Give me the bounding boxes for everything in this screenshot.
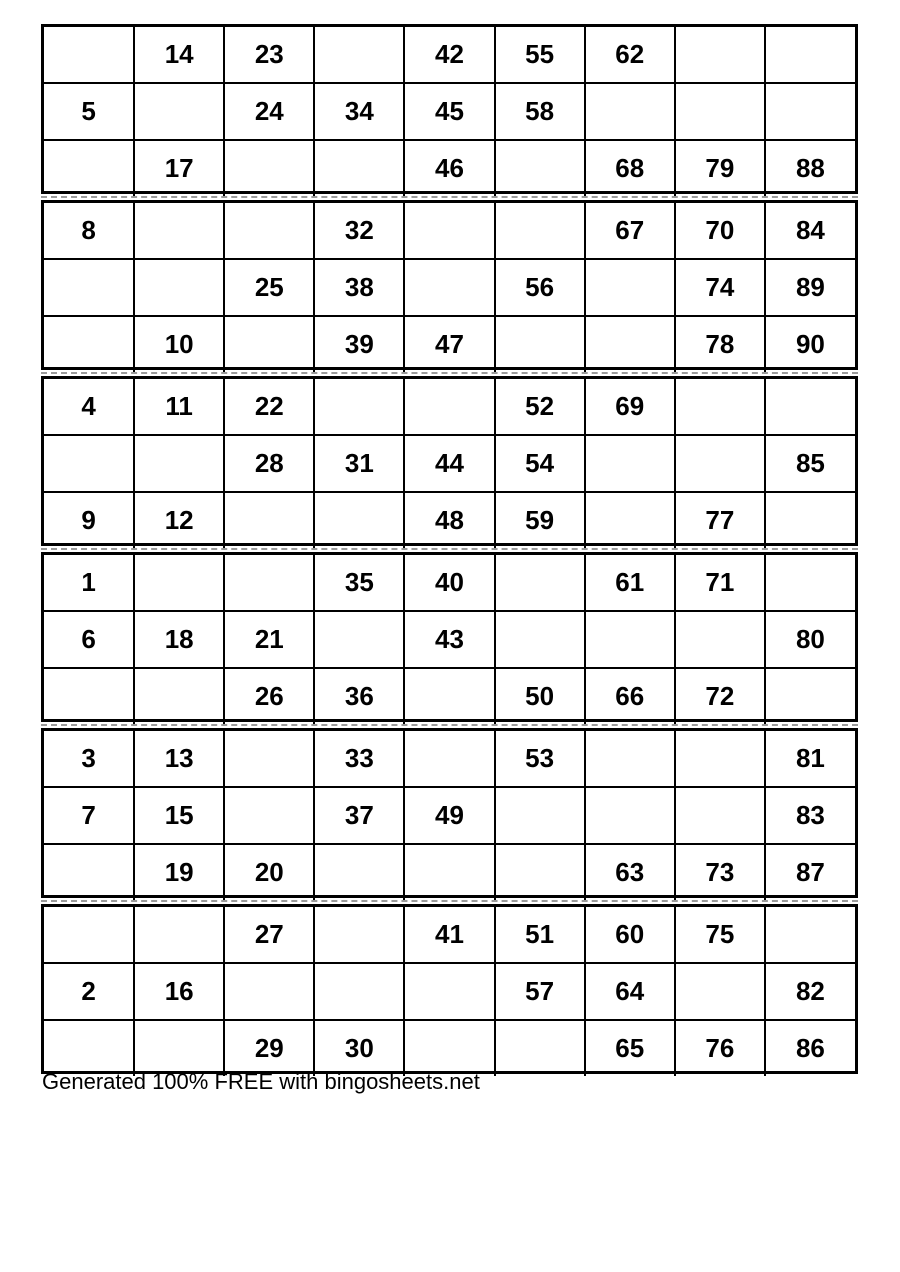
ticket-cell: 55 <box>495 27 585 83</box>
ticket-cell: 64 <box>585 963 675 1020</box>
ticket-cell: 43 <box>404 611 494 668</box>
ticket-row <box>44 435 855 492</box>
ticket-cell: 78 <box>675 316 765 372</box>
ticket-cell <box>495 316 585 372</box>
ticket-cell <box>224 203 314 259</box>
ticket-cell: 6 <box>44 611 134 668</box>
ticket-cell: 57 <box>495 963 585 1020</box>
ticket-grid <box>44 27 855 196</box>
ticket-cell: 37 <box>314 787 404 844</box>
ticket-cell: 82 <box>765 963 855 1020</box>
ticket-cell <box>585 316 675 372</box>
ticket-cell: 50 <box>495 668 585 724</box>
footer-credit: Generated 100% FREE with bingosheets.net <box>42 1069 480 1094</box>
ticket-cell: 20 <box>224 844 314 900</box>
ticket-cell: 61 <box>585 555 675 611</box>
ticket-cell: 24 <box>224 83 314 140</box>
ticket-cell: 5 <box>44 83 134 140</box>
ticket-cell: 63 <box>585 844 675 900</box>
ticket-row <box>44 611 855 668</box>
ticket-row <box>44 492 855 548</box>
ticket-cell <box>404 668 494 724</box>
ticket-cell: 75 <box>675 907 765 963</box>
ticket-cell: 83 <box>765 787 855 844</box>
ticket-cell <box>404 963 494 1020</box>
ticket-cell <box>224 555 314 611</box>
ticket-cell: 69 <box>585 379 675 435</box>
ticket-cell: 41 <box>404 907 494 963</box>
ticket-cell: 26 <box>224 668 314 724</box>
ticket-cell: 60 <box>585 907 675 963</box>
bingo-ticket <box>41 376 858 546</box>
ticket-cell: 12 <box>134 492 224 548</box>
ticket-cell: 29 <box>224 1020 314 1076</box>
ticket-cell: 2 <box>44 963 134 1020</box>
ticket-cell: 58 <box>495 83 585 140</box>
ticket-cell <box>404 1020 494 1076</box>
ticket-cell: 13 <box>134 731 224 787</box>
ticket-cell: 23 <box>224 27 314 83</box>
ticket-cell: 25 <box>224 259 314 316</box>
ticket-cell: 11 <box>134 379 224 435</box>
ticket-row <box>44 907 855 963</box>
ticket-cell: 28 <box>224 435 314 492</box>
ticket-cell <box>585 611 675 668</box>
ticket-cell: 38 <box>314 259 404 316</box>
ticket-cell: 39 <box>314 316 404 372</box>
bingo-ticket <box>41 200 858 370</box>
ticket-cell: 33 <box>314 731 404 787</box>
ticket-cell: 65 <box>585 1020 675 1076</box>
ticket-cell <box>224 787 314 844</box>
ticket-cell: 21 <box>224 611 314 668</box>
ticket-cell: 54 <box>495 435 585 492</box>
ticket-cell: 42 <box>404 27 494 83</box>
ticket-cell: 35 <box>314 555 404 611</box>
ticket-cell <box>44 1020 134 1076</box>
ticket-row <box>44 27 855 83</box>
ticket-cell: 30 <box>314 1020 404 1076</box>
ticket-cell <box>44 316 134 372</box>
ticket-cell: 67 <box>585 203 675 259</box>
ticket-cell: 44 <box>404 435 494 492</box>
ticket-cell <box>675 27 765 83</box>
ticket-cell <box>224 140 314 196</box>
ticket-row <box>44 203 855 259</box>
ticket-cell <box>675 83 765 140</box>
ticket-row <box>44 379 855 435</box>
ticket-cell <box>44 668 134 724</box>
ticket-cell <box>675 611 765 668</box>
ticket-cell <box>314 27 404 83</box>
ticket-cell: 72 <box>675 668 765 724</box>
ticket-grid <box>44 907 855 1076</box>
ticket-cell <box>44 259 134 316</box>
ticket-cell <box>495 140 585 196</box>
ticket-cell: 66 <box>585 668 675 724</box>
ticket-cell: 51 <box>495 907 585 963</box>
ticket-cell <box>675 379 765 435</box>
ticket-cell <box>224 492 314 548</box>
ticket-cell: 47 <box>404 316 494 372</box>
ticket-cell <box>314 844 404 900</box>
ticket-cell: 48 <box>404 492 494 548</box>
ticket-cell <box>224 316 314 372</box>
ticket-cell: 49 <box>404 787 494 844</box>
ticket-cell <box>585 435 675 492</box>
ticket-cell: 45 <box>404 83 494 140</box>
ticket-cell <box>765 83 855 140</box>
ticket-cell <box>765 492 855 548</box>
ticket-cell: 18 <box>134 611 224 668</box>
ticket-cell: 84 <box>765 203 855 259</box>
ticket-row <box>44 555 855 611</box>
ticket-cell <box>134 259 224 316</box>
ticket-cell: 19 <box>134 844 224 900</box>
ticket-cell <box>675 787 765 844</box>
ticket-cell <box>404 379 494 435</box>
ticket-cell: 52 <box>495 379 585 435</box>
ticket-row <box>44 140 855 196</box>
ticket-cell: 81 <box>765 731 855 787</box>
ticket-row <box>44 316 855 372</box>
ticket-cell <box>495 203 585 259</box>
ticket-cell: 46 <box>404 140 494 196</box>
ticket-cell: 56 <box>495 259 585 316</box>
ticket-cell: 31 <box>314 435 404 492</box>
ticket-cell <box>44 140 134 196</box>
ticket-cell: 77 <box>675 492 765 548</box>
ticket-cell: 9 <box>44 492 134 548</box>
ticket-cell: 7 <box>44 787 134 844</box>
ticket-cell: 32 <box>314 203 404 259</box>
ticket-cell <box>404 259 494 316</box>
ticket-cell: 34 <box>314 83 404 140</box>
ticket-cell <box>495 555 585 611</box>
ticket-cell <box>134 203 224 259</box>
ticket-cell: 27 <box>224 907 314 963</box>
ticket-cell: 40 <box>404 555 494 611</box>
ticket-cell: 88 <box>765 140 855 196</box>
ticket-cell: 90 <box>765 316 855 372</box>
ticket-row <box>44 83 855 140</box>
ticket-cell <box>495 787 585 844</box>
ticket-cell <box>134 83 224 140</box>
ticket-cell: 79 <box>675 140 765 196</box>
bingo-ticket <box>41 904 858 1074</box>
ticket-row <box>44 259 855 316</box>
ticket-cell <box>134 555 224 611</box>
ticket-cell <box>314 611 404 668</box>
ticket-cell <box>134 1020 224 1076</box>
ticket-cell <box>314 140 404 196</box>
ticket-cell <box>765 907 855 963</box>
bingo-ticket <box>41 24 858 194</box>
ticket-cell <box>765 27 855 83</box>
ticket-cell <box>765 668 855 724</box>
bingo-ticket <box>41 552 858 722</box>
ticket-cell <box>44 907 134 963</box>
ticket-cell <box>44 844 134 900</box>
ticket-cell: 36 <box>314 668 404 724</box>
ticket-row <box>44 1020 855 1076</box>
ticket-cell <box>585 787 675 844</box>
bingo-sheet <box>41 24 858 1074</box>
ticket-cell <box>675 963 765 1020</box>
ticket-cell: 14 <box>134 27 224 83</box>
ticket-cell <box>314 492 404 548</box>
ticket-cell <box>585 259 675 316</box>
ticket-grid <box>44 731 855 900</box>
ticket-cell: 86 <box>765 1020 855 1076</box>
bingo-ticket <box>41 728 858 898</box>
ticket-cell <box>495 844 585 900</box>
ticket-cell: 8 <box>44 203 134 259</box>
ticket-cell <box>495 1020 585 1076</box>
ticket-cell <box>314 907 404 963</box>
ticket-cell <box>675 731 765 787</box>
ticket-cell: 68 <box>585 140 675 196</box>
ticket-cell <box>404 203 494 259</box>
ticket-cell: 53 <box>495 731 585 787</box>
ticket-row <box>44 844 855 900</box>
ticket-cell <box>134 435 224 492</box>
ticket-grid <box>44 203 855 372</box>
ticket-grid <box>44 379 855 548</box>
ticket-row <box>44 668 855 724</box>
ticket-cell <box>314 379 404 435</box>
ticket-cell <box>675 435 765 492</box>
ticket-cell <box>404 844 494 900</box>
ticket-cell: 89 <box>765 259 855 316</box>
ticket-cell <box>224 731 314 787</box>
ticket-grid <box>44 555 855 724</box>
ticket-cell: 1 <box>44 555 134 611</box>
ticket-cell: 73 <box>675 844 765 900</box>
ticket-row <box>44 963 855 1020</box>
ticket-cell: 59 <box>495 492 585 548</box>
ticket-cell <box>134 668 224 724</box>
ticket-cell <box>765 555 855 611</box>
ticket-cell <box>585 492 675 548</box>
ticket-cell <box>314 963 404 1020</box>
ticket-cell: 71 <box>675 555 765 611</box>
ticket-cell: 17 <box>134 140 224 196</box>
ticket-cell <box>44 27 134 83</box>
ticket-cell: 74 <box>675 259 765 316</box>
ticket-cell: 16 <box>134 963 224 1020</box>
ticket-cell: 80 <box>765 611 855 668</box>
ticket-cell <box>404 731 494 787</box>
ticket-cell <box>44 435 134 492</box>
ticket-cell <box>765 379 855 435</box>
ticket-cell <box>585 731 675 787</box>
ticket-cell: 15 <box>134 787 224 844</box>
ticket-cell: 85 <box>765 435 855 492</box>
ticket-cell: 62 <box>585 27 675 83</box>
ticket-cell <box>134 907 224 963</box>
ticket-cell: 76 <box>675 1020 765 1076</box>
ticket-row <box>44 787 855 844</box>
ticket-cell <box>495 611 585 668</box>
ticket-cell: 70 <box>675 203 765 259</box>
ticket-cell: 4 <box>44 379 134 435</box>
ticket-cell: 10 <box>134 316 224 372</box>
ticket-cell <box>224 963 314 1020</box>
ticket-cell: 87 <box>765 844 855 900</box>
ticket-cell: 22 <box>224 379 314 435</box>
ticket-cell <box>585 83 675 140</box>
ticket-row <box>44 731 855 787</box>
ticket-cell: 3 <box>44 731 134 787</box>
